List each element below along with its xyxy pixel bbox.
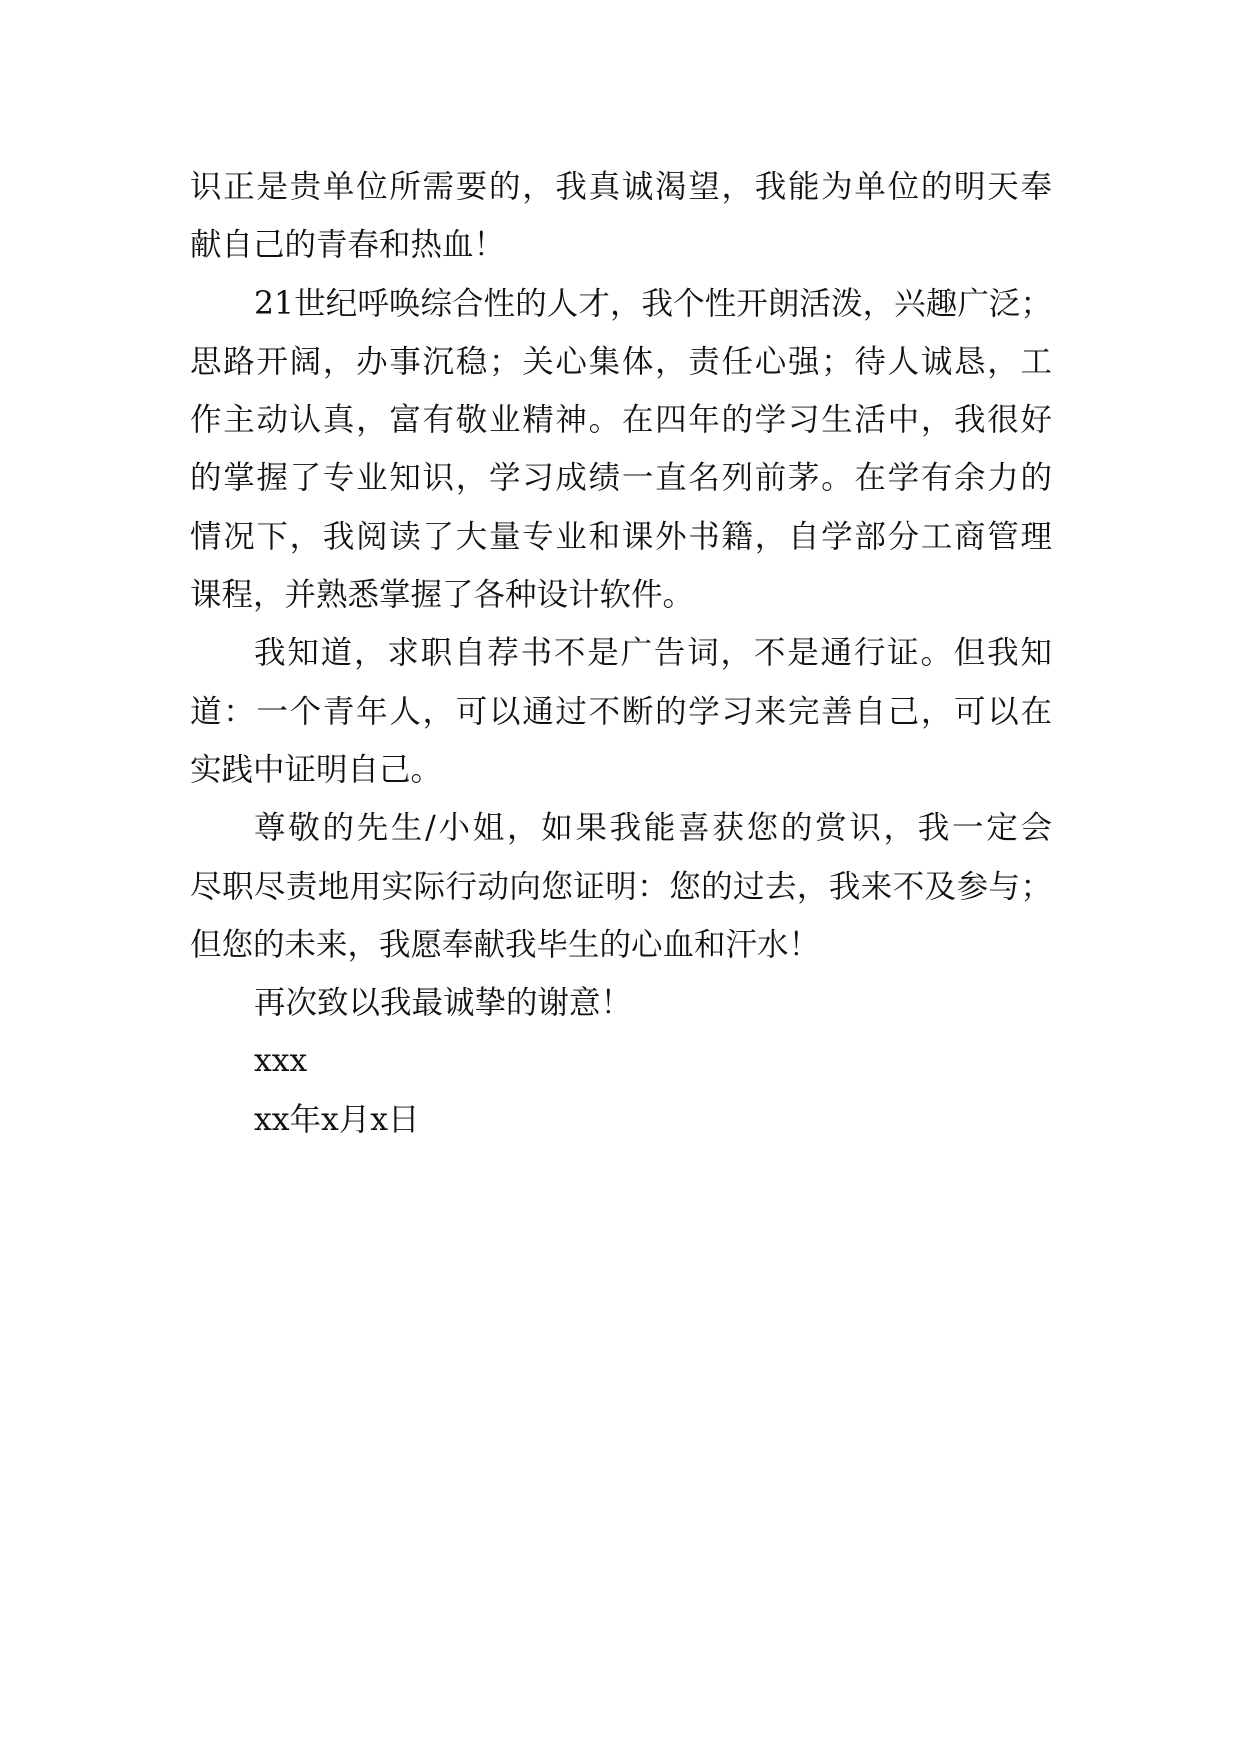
- letter-body: [190, 158, 1052, 1149]
- text-line: 我知道，求职自荐书不是广告词，不是通行证。但我知: [254, 635, 1052, 672]
- text-line: 但您的未来，我愿奉献我毕生的心血和汗水！: [190, 926, 821, 963]
- signature: xxx: [254, 1043, 308, 1080]
- text-line: 课程，并熟悉掌握了各种设计软件。: [190, 577, 695, 614]
- closing-line: 再次致以我最诚挚的谢意！: [254, 985, 633, 1022]
- text-line: 尽职尽责地用实际行动向您证明：您的过去，我来不及参与；: [190, 868, 1052, 905]
- text-line: 道：一个青年人，可以通过不断的学习来完善自己，可以在: [190, 693, 1052, 730]
- text-line: 实践中证明自己。: [190, 751, 443, 788]
- text-line: 思路开阔，办事沉稳；关心集体，责任心强；待人诚恳，工: [190, 343, 1052, 380]
- date-line: xx年x月x日: [254, 1101, 420, 1138]
- text-line: 的掌握了专业知识，学习成绩一直名列前茅。在学有余力的: [190, 460, 1052, 497]
- text-line: 21世纪呼唤综合性的人才，我个性开朗活泼，兴趣广泛；: [254, 285, 1052, 322]
- text-line: 情况下，我阅读了大量专业和课外书籍，自学部分工商管理: [190, 518, 1052, 555]
- text-line: 作主动认真，富有敬业精神。在四年的学习生活中，我很好: [190, 402, 1052, 439]
- text-line: 识正是贵单位所需要的，我真诚渴望，我能为单位的明天奉: [190, 169, 1052, 205]
- text-line: 尊敬的先生/小姐，如果我能喜获您的赏识，我一定会: [254, 810, 1052, 847]
- text-line: 献自己的青春和热血！: [190, 227, 506, 264]
